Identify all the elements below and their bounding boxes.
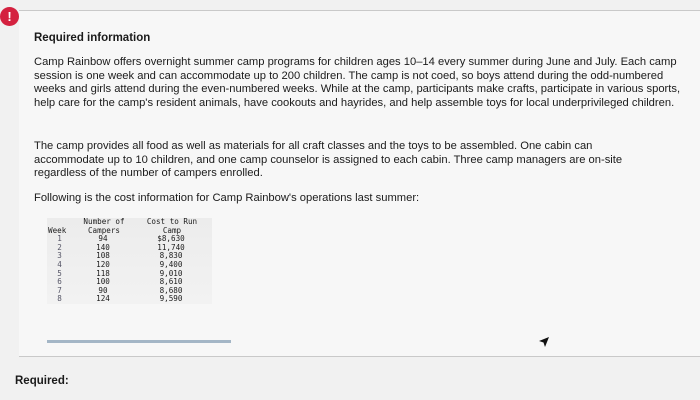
header-campers-line2: Campers xyxy=(87,225,120,235)
description-paragraph: Camp Rainbow offers overnight summer camp programs for children ages 10–14 every summer during June and July. Each camp session is one week and can accommodate up to 200 children. The camp is not coed, so boys attend during the odd-numbered weeks and girls attend during the even-numbered weeks. While at the camp, participants make crafts, participate in various sports, help care for the camp's resident animals, have cookouts and hayrides, and help assemble toys for local underprivileged children. xyxy=(34,56,681,110)
week-cell: 3 xyxy=(57,251,62,261)
week-cell: 8 xyxy=(57,294,62,304)
table-row xyxy=(47,252,212,261)
table-row xyxy=(47,261,212,270)
header-cost-line1: Cost to Run xyxy=(146,217,198,226)
cost-cell: 9,590 xyxy=(159,294,183,304)
header-campers-line1: Number of xyxy=(83,217,125,226)
campers-cell: 108 xyxy=(96,251,110,261)
week-cell: 7 xyxy=(57,285,62,295)
table-row xyxy=(47,235,212,244)
campers-cell: 124 xyxy=(96,294,110,304)
week-cell: 6 xyxy=(57,277,62,287)
info-title: Required information xyxy=(34,32,151,44)
header-week: Week xyxy=(48,225,67,235)
cost-cell: 8,680 xyxy=(159,285,183,295)
required-heading: Required: xyxy=(15,375,69,387)
week-cell: 2 xyxy=(57,242,62,252)
alert-icon: ! xyxy=(0,7,19,26)
table-header-row xyxy=(47,218,212,227)
cost-cell: $8,630 xyxy=(157,234,185,244)
week-cell: 1 xyxy=(57,234,62,244)
table-header-row xyxy=(47,227,212,236)
table-divider xyxy=(47,340,231,343)
campers-cell: 90 xyxy=(98,285,108,295)
table-row xyxy=(47,270,212,279)
table-row xyxy=(47,244,212,253)
cost-table xyxy=(47,218,212,304)
description-paragraph: The camp provides all food as well as materials for all craft classes and the toys to be assembled. One cabin can accommodate up to 10 children, and one camp counselor is assigned to each cabin. Three camp managers are on-site regardless of the number of campers enrolled. xyxy=(34,140,623,180)
description-paragraph: Following is the cost information for Camp Rainbow's operations last summer: xyxy=(34,192,420,204)
cost-cell: 8,830 xyxy=(159,251,183,261)
campers-cell: 94 xyxy=(98,234,108,244)
header-cost-line2: Camp xyxy=(162,225,182,235)
week-cell: 5 xyxy=(57,268,62,278)
mouse-pointer-icon xyxy=(538,336,550,348)
cost-cell: 11,740 xyxy=(157,242,185,252)
campers-cell: 118 xyxy=(96,268,110,278)
table-row xyxy=(47,278,212,287)
cost-cell: 8,610 xyxy=(159,277,183,287)
cost-cell: 9,400 xyxy=(159,259,183,269)
table-row xyxy=(47,295,212,304)
required-information-panel xyxy=(19,10,700,357)
campers-cell: 140 xyxy=(96,242,110,252)
week-cell: 4 xyxy=(57,259,62,269)
campers-cell: 120 xyxy=(96,259,110,269)
campers-cell: 100 xyxy=(96,277,110,287)
table-row xyxy=(47,287,212,296)
cost-cell: 9,010 xyxy=(159,268,183,278)
